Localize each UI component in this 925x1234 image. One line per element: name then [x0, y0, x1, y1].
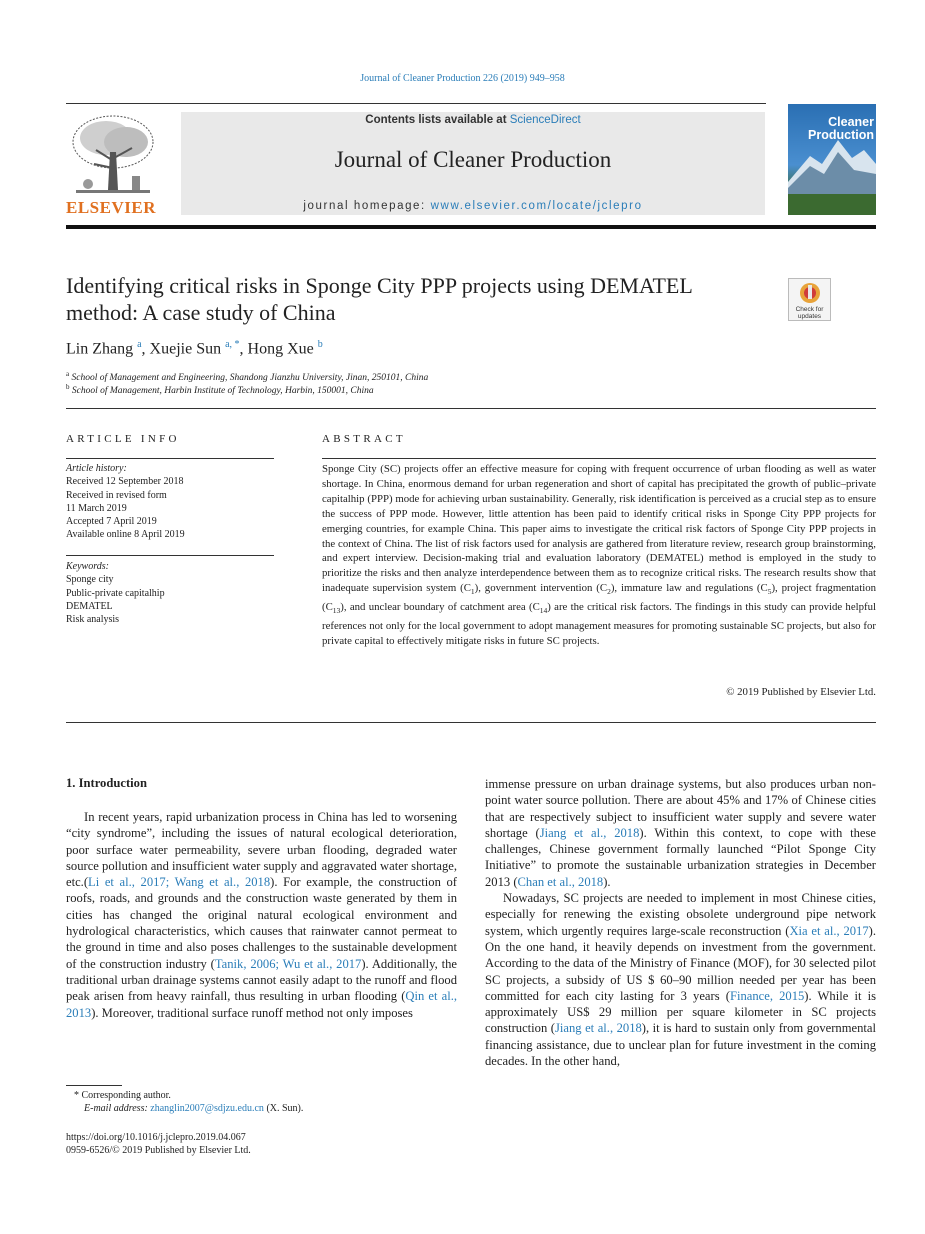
article-title-line1: Identifying critical risks in Sponge City PPP projects using DEMATEL: [66, 273, 693, 298]
abstract-subscript: 13: [332, 606, 341, 616]
doi-link[interactable]: https://doi.org/10.1016/j.jclepro.2019.04.067: [66, 1132, 246, 1143]
cover-title-line2: Production: [808, 128, 874, 142]
journal-cover-image: [788, 104, 876, 215]
abstract-part: ), immature law and regulations (C: [610, 582, 768, 595]
abstract-text: [322, 462, 876, 649]
keyword: DEMATEL: [66, 600, 113, 612]
intro-paragraph: [66, 809, 457, 1021]
history-item: Accepted 7 April 2019: [66, 516, 157, 528]
text-run: ). For example, the construction of roofs, roads, and grounds and the construction waste generated by them in cities has changed the original natural ecological environment and hydrological characteristics, which causes that rainwater cannot permeat to the ground in time and also poses challenges to the sustainable development of the construction industry (: [66, 875, 457, 971]
contents-line: [181, 114, 765, 126]
abstract-subscript: 14: [539, 606, 548, 616]
footnote-text: Corresponding author.: [81, 1090, 171, 1101]
article-title-line2: method: A case study of China: [66, 300, 336, 325]
text-run: ). While it is approximately US$ 29 million per square kilometer in SC projects construction (: [485, 988, 876, 1036]
author-name: Lin Zhang: [66, 340, 134, 358]
abstract-bottom-rule: [66, 722, 876, 723]
email-label: E-mail address:: [84, 1103, 148, 1114]
affiliation-text: School of Management, Harbin Institute of Technology, Harbin, 150001, China: [71, 386, 374, 397]
journal-name: Journal of Cleaner Production: [334, 147, 612, 172]
abstract-subscript: 1: [470, 587, 475, 597]
section-title-introduction: 1. Introduction: [66, 776, 147, 790]
text-run: ). On the one hand, it heavily depends on investment from the government. According to the data of the Ministry of Finance (MOF), for 30 selected pilot SC projects, a subsidy of US $ 60–90 million needed per year has been committed for each city lasting for 3 years (: [485, 923, 876, 1003]
author-list: Lin Zhang $^a$, Xuejie Sun $^{a, *}$, Hong Xue $^b$: [66, 339, 323, 358]
abstract-heading: ABSTRACT: [322, 433, 406, 445]
abstract-part: Sponge City (SC) projects offer an effective measure for coping with frequent occurrence of urban flooding as well as water shortage. In China, enormous demand for urban regeneration and short of capital has precipitated the growth of public–private capitalhip (PPP) mode for achieving urban sustainability. Generally, risk identification is perceived as a crucial step as to ensure the success of PPP mode. However, little attention has been paid to identify critical risks in Sponge City PPP projects for emerging countries, for example China. This paper aims to investigate the critical risk factors of Sponge City PPP projects in the context of China. The list of risk factors used for analysis are gathered from literature review, research group brainstorming, and expert interview. Decision-making trial and evaluation laboratory (DEMATEL) method is employed in the study to prioritize the risks and then analyze interdependence between them as to recognize critical risks. The research results show that inadequate supervision system (C: [322, 463, 876, 595]
text-run: Nowadays, SC projects are needed to implement in most Chinese cities, especially for renewing the existing obsolete underground pipe network system, which urgently requires large-scale reconstruction (: [485, 891, 876, 938]
reference-link[interactable]: Finance, 2015: [729, 988, 805, 1003]
history-item: Available online 8 April 2019: [66, 529, 185, 541]
homepage-prefix: journal homepage:: [303, 200, 426, 212]
badge-text-line2: updates: [797, 313, 822, 320]
sciencedirect-link[interactable]: ScienceDirect: [509, 114, 581, 126]
elsevier-tree-logo: [66, 112, 160, 196]
cover-title-line1: Cleaner: [828, 115, 874, 129]
intro-left-column: [66, 809, 457, 1021]
text-run: In recent years, rapid urbanization process in China has led to worsening “city syndrome”, including the issues of natural ecological deterioration, poor surface water permeability, severe urban flooding, degraded water source pollution and insufficient water supply and aggravated water shortage, etc.(: [66, 810, 457, 890]
journal-homepage: [181, 200, 765, 212]
affiliation: [66, 370, 428, 383]
journal-citation[interactable]: Journal of Cleaner Production 226 (2019) 949–958: [360, 73, 565, 84]
text-run: ). Within this context, to cope with these challenges, Chinese government formally launched “Pilot Sponge City Initiative” to promote the sustainable urbanization strategies in December 2013 (: [485, 825, 876, 889]
issn-line: 0959-6526/© 2019 Published by Elsevier Ltd.: [66, 1145, 251, 1156]
text-run: ), it is hard to sustain only from governmental financing assistance, due to unclear plan for future investment in the coming decades. In the other hand,: [485, 1021, 876, 1069]
reference-link[interactable]: Xia et al., 2017: [789, 923, 869, 938]
affiliation: [66, 383, 374, 396]
history-label: Article history:: [66, 463, 127, 474]
reference-link[interactable]: Tanik, 2006; Wu et al., 2017: [214, 956, 362, 971]
affiliation-text: School of Management and Engineering, Shandong Jianzhu University, Jinan, 250101, China: [71, 373, 429, 384]
article-history: [66, 462, 274, 542]
keyword: Risk analysis: [66, 614, 120, 626]
history-item: Received 12 September 2018: [66, 476, 184, 488]
author-affiliation-mark[interactable]: a, *: [225, 339, 240, 350]
keywords-label: Keywords:: [66, 561, 109, 572]
article-info-rule: [66, 458, 274, 459]
footnote-corresponding: [66, 1090, 171, 1101]
footnote-email: [84, 1103, 303, 1114]
footnote-rule: [66, 1085, 122, 1086]
author-name: Hong Xue: [247, 340, 314, 358]
abstract-subscript: 5: [767, 587, 772, 597]
history-item: Received in revised form: [66, 489, 167, 501]
footnote-mark: *: [74, 1090, 79, 1101]
email-link[interactable]: zhanglin2007@sdjzu.edu.cn: [150, 1103, 264, 1114]
contents-prefix: Contents lists available at: [365, 114, 507, 126]
homepage-link[interactable]: www.elsevier.com/locate/jclepro: [430, 200, 643, 212]
author-affiliation-mark[interactable]: a: [137, 339, 142, 350]
reference-link[interactable]: Jiang et al., 2018: [539, 825, 640, 840]
abstract-rule: [322, 458, 876, 459]
affiliation-divider: [66, 408, 876, 409]
header-top-rule: [66, 103, 766, 104]
text-run: ). Additionally, the traditional urban drainage systems cannot easily adapt to the runoff and flood peak arisen from heavy rainfall, thus resulting in urban flooding (: [66, 956, 458, 1004]
history-item: 11 March 2019: [66, 502, 127, 514]
reference-link[interactable]: Chan et al., 2018: [517, 874, 604, 889]
intro-paragraph: [485, 890, 876, 1069]
cover-title: [796, 116, 874, 142]
text-run: ). Moreover, traditional surface runoff method not only imposes: [91, 1005, 413, 1020]
abstract-copyright: © 2019 Published by Elsevier Ltd.: [726, 686, 876, 698]
text-run: ).: [603, 874, 611, 889]
keywords-block: [66, 560, 274, 626]
author-affiliation-mark[interactable]: b: [317, 339, 323, 350]
publisher-name: ELSEVIER: [66, 198, 156, 217]
keywords-rule: [66, 555, 274, 556]
text-run: immense pressure on urban drainage systems, but also produces urban non-point water source pollution. There are about 45% and 17% of Chinese cities that are respectively subject to insufficient water supply and severe water shortage (: [485, 777, 876, 840]
article-title: [66, 272, 766, 326]
keyword: Public-private capitalhip: [66, 587, 165, 599]
abstract-subscript: 2: [607, 587, 611, 597]
affiliation-mark: b: [66, 383, 70, 391]
abstract-part: ) are the critical risk factors. The findings in this study can provide helpful references not only for the local government to adopt management measures for promoting sustainable SC projects, but also for private capital to effectively mitigate risks in future SC projects.: [322, 601, 877, 648]
article-info-heading: ARTICLE INFO: [66, 433, 180, 445]
badge-text-line1: Check for: [795, 306, 824, 313]
header-bottom-rule: [66, 225, 876, 229]
affiliation-mark: a: [66, 370, 70, 378]
keyword: Sponge city: [66, 574, 114, 586]
abstract-part: ), and unclear boundary of catchment area (C: [340, 601, 540, 614]
author-name: Xuejie Sun: [149, 340, 222, 358]
email-suffix: (X. Sun).: [266, 1103, 304, 1114]
reference-link[interactable]: Qin et al., 2013: [66, 989, 457, 1020]
abstract-part: ), project fragmentation (C: [322, 582, 876, 614]
reference-link[interactable]: Li et al., 2017; Wang et al., 2018: [88, 875, 271, 890]
intro-paragraph: [485, 776, 876, 890]
check-updates-icon: [798, 282, 822, 304]
check-for-updates-badge[interactable]: [788, 278, 831, 321]
abstract-part: ), government intervention (C: [474, 582, 608, 595]
intro-right-column: [485, 776, 876, 1069]
reference-link[interactable]: Jiang et al., 2018: [554, 1021, 642, 1036]
